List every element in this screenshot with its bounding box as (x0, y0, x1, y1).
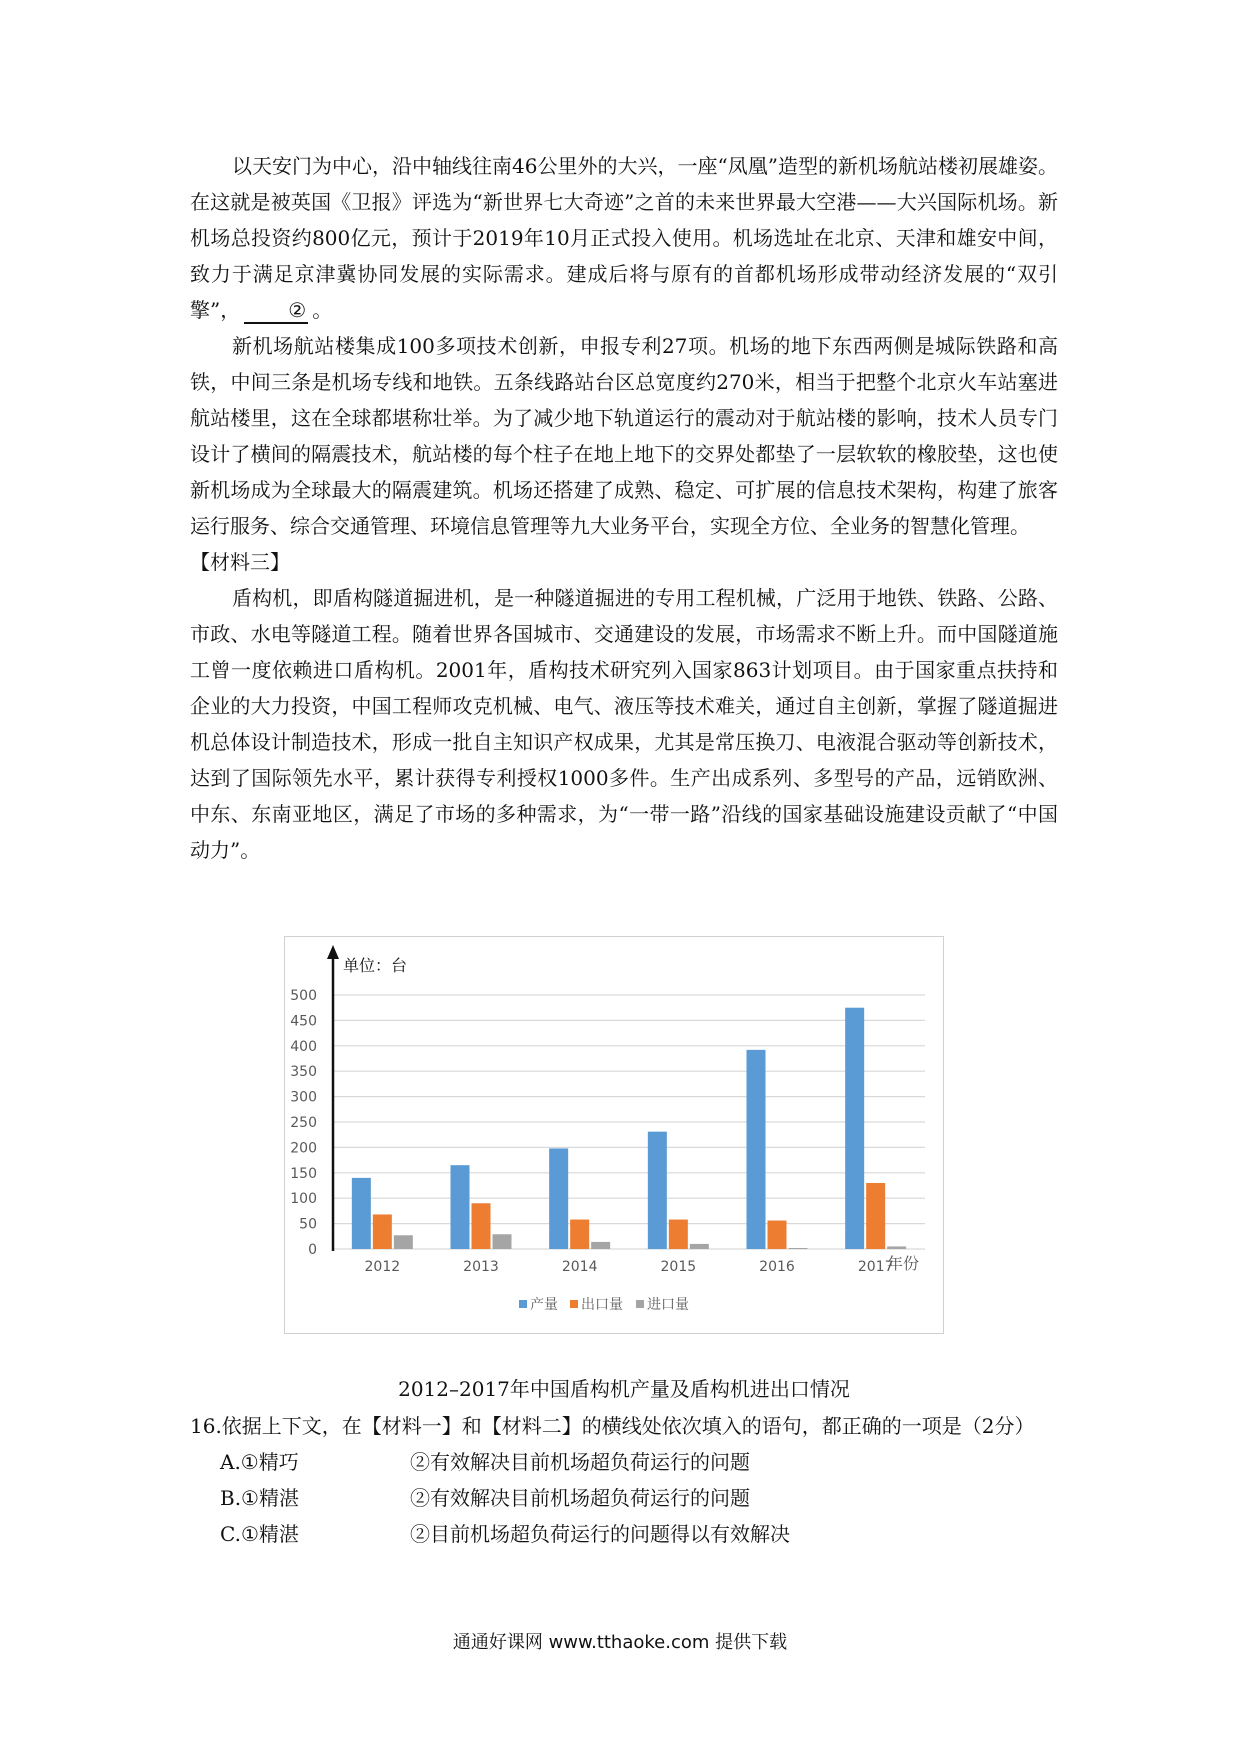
option-a-label: A.①精巧 (220, 1450, 299, 1474)
unit-label: 单位：台 (343, 956, 408, 975)
legend-label: 产量 (530, 1297, 558, 1313)
bar-chart (284, 936, 944, 1334)
legend-label: 进口量 (647, 1297, 689, 1313)
passage (190, 148, 1058, 868)
x-tick-label: 2016 (759, 1259, 795, 1275)
bar-产量-2015 (648, 1132, 667, 1249)
chart-svg (285, 937, 943, 1333)
option-c-label: C.①精湛 (220, 1522, 299, 1546)
x-tick-label: 2013 (463, 1259, 499, 1275)
legend-swatch (570, 1300, 578, 1308)
bar-出口量-2012 (373, 1214, 392, 1249)
x-tick-label: 2017 (857, 1259, 894, 1275)
bar-产量-2012 (352, 1178, 371, 1249)
question-stem: 16.依据上下文，在【材料一】和【材料二】的横线处依次填入的语句，都正确的一项是（2分） (190, 1414, 1035, 1438)
x-tick-label: 2014 (561, 1259, 598, 1275)
option-b-label: B.①精湛 (220, 1486, 299, 1510)
paragraph-2: 新机场航站楼集成100多项技术创新，申报专利27项。机场的地下东西两侧是城际铁路和高铁，中间三条是机场专线和地铁。五条线路站台区总宽度约270米，相当于把整个北京火车站塞进航站楼里，这在全球都堪称壮举。为了减少地下轨道运行的震动对于航站楼的影响，技术人员专门设计了横间的隔震技术，航站楼的每个柱子在地上地下的交界处都垫了一层软软的橡胶垫，这也使新机场成为全球最大的隔震建筑。机场还搭建了成熟、稳定、可扩展的信息技术架构，构建了旅客运行服务、综合交通管理、环境信息管理等九大业务平台，实现全方位、全业务的智慧化管理。 (190, 334, 1058, 538)
bar-进口量-2015 (690, 1244, 709, 1249)
bar-进口量-2012 (394, 1235, 413, 1249)
x-tick-label: 2012 (364, 1259, 401, 1275)
option-c[interactable] (190, 1516, 1070, 1552)
y-tick-label: 300 (290, 1089, 317, 1106)
option-b-text: ②有效解决目前机场超负荷运行的问题 (410, 1486, 750, 1510)
bar-产量-2017 (845, 1008, 864, 1249)
option-a[interactable] (190, 1444, 1070, 1480)
y-tick-label: 250 (290, 1115, 317, 1131)
option-c-text: ②目前机场超负荷运行的问题得以有效解决 (410, 1522, 790, 1546)
y-tick-label: 350 (290, 1064, 317, 1081)
bar-出口量-2014 (570, 1220, 589, 1249)
y-axis-arrow-icon (327, 945, 339, 959)
y-tick-label: 450 (290, 1013, 317, 1030)
bar-产量-2013 (451, 1165, 470, 1249)
bar-进口量-2013 (493, 1234, 512, 1249)
paragraph-1 (190, 148, 1058, 328)
chart-caption: 2012–2017年中国盾构机产量及盾构机进出口情况 (398, 1377, 850, 1401)
paragraph-3: 盾构机，即盾构隧道掘进机，是一种隧道掘进的专用工程机械，广泛用于地铁、铁路、公路、市政、水电等隧道工程。随着世界各国城市、交通建设的发展，市场需求不断上升。而中国隧道施工曾一度依赖进口盾构机。2001年，盾构技术研究列入国家863计划项目。由于国家重点扶持和企业的大力投资，中国工程师攻克机械、电气、液压等技术难关，通过自主创新，掌握了隧道掘进机总体设计制造技术，形成一批自主知识产权成果，尤其是常压换刀、电液混合驱动等创新技术，达到了国际领先水平，累计获得专利授权1000多件。生产出成系列、多型号的产品，远销欧洲、中东、东南亚地区，满足了市场的多种需求，为“一带一路”沿线的国家基础设施建设贡献了“中国动力”。 (190, 586, 1058, 862)
y-tick-label: 500 (290, 988, 317, 1004)
footer-watermark: 通通好课网 www.tthaoke.com 提供下载 (452, 1632, 788, 1653)
bar-产量-2016 (747, 1050, 766, 1249)
legend-label: 出口量 (581, 1297, 623, 1313)
option-a-text: ②有效解决目前机场超负荷运行的问题 (410, 1450, 750, 1474)
paragraph-1-text: 以天安门为中心，沿中轴线往南46公里外的大兴，一座“凤凰”造型的新机场航站楼初展雄姿。在这就是被英国《卫报》评选为“新世界七大奇迹”之首的未来世界最大空港——大兴国际机场。新机场总投资约800亿元，预计于2019年10月正式投入使用。机场选址在北京、天津和雄安中间，致力于满足京津冀协同发展的实际需求。建成后将与原有的首都机场形成带动经济发展的“双引擎”， (190, 154, 1058, 322)
y-tick-label: 400 (290, 1038, 317, 1055)
legend-swatch (636, 1300, 644, 1308)
bar-进口量-2016 (789, 1248, 808, 1249)
y-tick-label: 150 (290, 1165, 317, 1182)
fill-blank-2: ② (244, 298, 308, 324)
bar-出口量-2015 (669, 1220, 688, 1249)
bar-出口量-2017 (866, 1183, 885, 1249)
bar-进口量-2014 (591, 1242, 610, 1249)
bar-出口量-2013 (472, 1203, 491, 1249)
x-axis-title: 年份 (886, 1254, 919, 1273)
legend-swatch (519, 1300, 527, 1308)
y-tick-label: 200 (290, 1140, 317, 1157)
option-b[interactable] (190, 1480, 1070, 1516)
y-tick-label: 100 (290, 1191, 317, 1208)
y-tick-label: 0 (308, 1242, 317, 1258)
bar-产量-2014 (549, 1148, 568, 1249)
paragraph-1-end: 。 (312, 298, 333, 322)
bar-出口量-2016 (768, 1221, 787, 1249)
x-tick-label: 2015 (660, 1259, 697, 1275)
section-title-material-3: 【材料三】 (190, 550, 290, 574)
bar-进口量-2017 (887, 1246, 906, 1249)
y-tick-label: 50 (299, 1216, 317, 1233)
question-16 (190, 1408, 1070, 1552)
